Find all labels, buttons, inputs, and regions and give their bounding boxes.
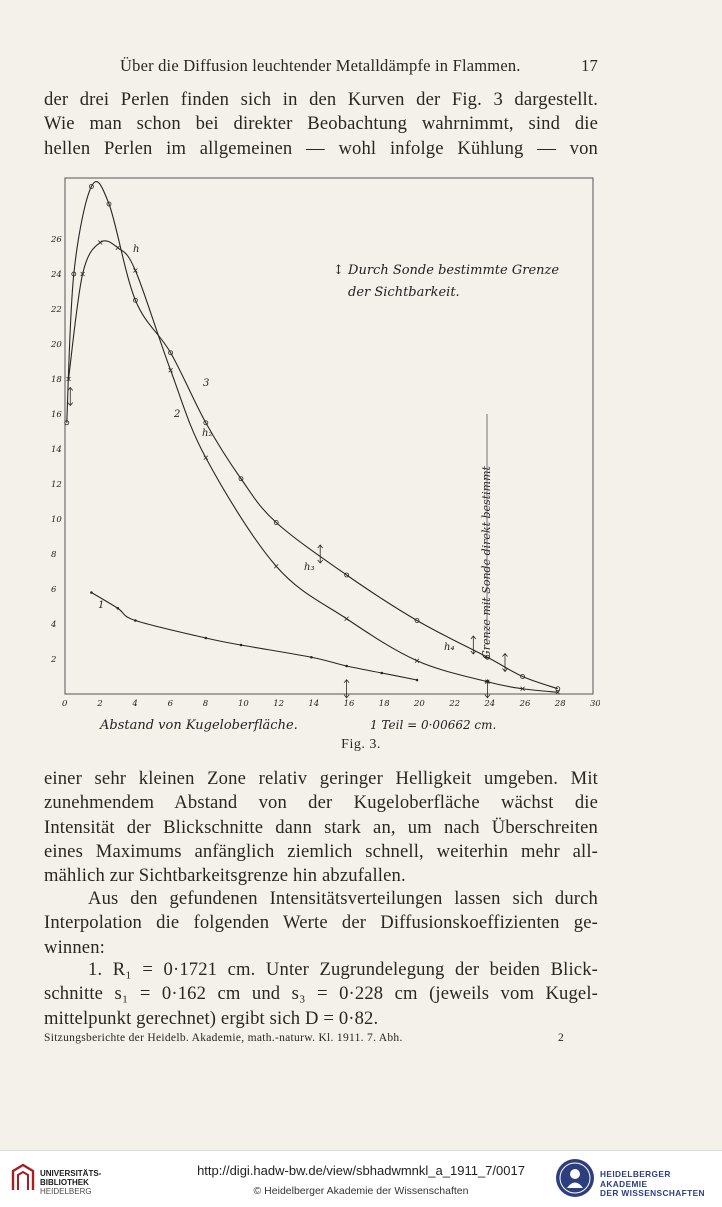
x-tick-label: 6 (167, 699, 174, 709)
academy-name-line2: DER WISSENSCHAFTEN (600, 1188, 705, 1198)
data-point (345, 617, 349, 621)
marker-label: h₂ (202, 428, 213, 439)
y-tick-label: 6 (51, 585, 57, 595)
paragraph-after-figure (44, 767, 598, 888)
page-number: 17 (581, 56, 598, 75)
paragraph-interpolation (44, 887, 598, 960)
legend-note-line2: der Sichtbarkeit. (348, 285, 460, 300)
paragraph-top (44, 88, 598, 161)
legend-note-line1: ↕ Durch Sonde bestimmte Grenze (333, 263, 560, 278)
marker-label: h₃ (304, 562, 315, 573)
y-tick-label: 4 (51, 620, 57, 630)
x-tick-label: 30 (590, 699, 600, 709)
data-point (90, 591, 93, 594)
running-title: Über die Diffusion leuchtender Metalldämpfe in Flammen. (120, 56, 521, 75)
data-point (274, 564, 278, 568)
curve-label-1: 1 (98, 600, 105, 611)
figure-caption: Fig. 3. (341, 737, 381, 752)
text-line: Intensität der Blickschnitte dann stark an, um nach Überschreiten (44, 816, 598, 838)
copyright-notice: © Heidelberger Akademie der Wissenschaften (253, 1185, 469, 1197)
x-axis-label: Abstand von Kugeloberfläche. (100, 718, 298, 732)
academy-name (600, 1170, 718, 1199)
y-tick-label: 18 (51, 375, 62, 385)
y-tick-label: 8 (51, 550, 57, 560)
x-tick-label: 10 (238, 699, 249, 709)
viewer-bottom-bar (0, 1150, 722, 1207)
text-line: Aus den gefundenen Intensitätsverteilungen lassen sich durch (88, 888, 598, 909)
permalink-url[interactable]: http://digi.hadw-bw.de/view/sbhadwmnkl_a_1911_7/0017 (197, 1163, 525, 1178)
x-tick-label: 14 (308, 699, 320, 709)
text-line: mählich zur Sichtbarkeitsgrenze hin abzufallen. (44, 865, 406, 887)
library-name-line3: HEIDELBERG (40, 1187, 92, 1196)
academy-logo[interactable] (556, 1157, 718, 1201)
y-tick-label: 12 (51, 480, 62, 490)
data-point (117, 607, 120, 610)
paragraph-item-1 (44, 958, 598, 1031)
axes (68, 388, 508, 698)
data-point (98, 241, 102, 245)
data-point (204, 456, 208, 460)
y-tick-label: 2 (51, 655, 57, 665)
y-tick-label: 22 (51, 305, 62, 315)
x-tick-label: 12 (273, 699, 285, 709)
figure-3-chart (40, 172, 600, 732)
marker-label: h (133, 244, 140, 255)
footer-text: Sitzungsberichte der Heidelb. Akademie, math.-naturw. Kl. 1911. 7. Abh. (44, 1032, 403, 1044)
data-point (116, 246, 120, 250)
signature-mark: 2 (557, 1032, 564, 1044)
x-tick-label: 24 (484, 699, 496, 709)
y-tick-label: 24 (51, 270, 62, 280)
x-tick-label: 26 (519, 699, 531, 709)
text-line: 1. R₁ = 0·1721 cm. Unter Zugrundelegung der beiden Blick- (88, 959, 598, 980)
library-name-line2: BIBLIOTHEK (40, 1178, 89, 1187)
text-line: mittelpunkt gerechnet) ergibt sich D = 0·82. (44, 1007, 379, 1029)
figure-3 (40, 172, 600, 732)
text-line: einer sehr kleinen Zone relativ geringer Helligkeit umgeben. Mit (44, 768, 598, 789)
x-tick-label: 8 (202, 699, 209, 709)
academy-seal-icon (556, 1159, 594, 1197)
x-tick-label: 16 (343, 699, 355, 709)
data-point (381, 672, 384, 675)
x-unit-note: 1 Teil = 0·00662 cm. (370, 718, 497, 732)
tick-labels (50, 235, 600, 709)
x-tick-label: 20 (414, 699, 425, 709)
data-point (345, 665, 348, 668)
x-tick-label: 28 (554, 699, 566, 709)
vertical-note: Grenze mit Sonde direkt bestimmt (480, 466, 493, 659)
data-point (205, 637, 208, 640)
curve-label-3: 3 (203, 378, 210, 389)
data-point (416, 679, 419, 682)
x-tick-label: 18 (378, 699, 390, 709)
data-point (240, 644, 243, 647)
data-point (415, 659, 419, 663)
text-line: zunehmendem Abstand von der Kugeloberfläche wächst die (44, 792, 598, 814)
curve-label-2: 2 (174, 409, 181, 420)
text-line: hellen Perlen im allgemeinen — wohl infolge Kühlung — von (44, 137, 598, 159)
text-line: schnitte s₁ = 0·162 cm und s₃ = 0·228 cm (jeweils vom Kugel- (44, 983, 598, 1005)
library-name-line1: UNIVERSITÄTS- (40, 1169, 102, 1178)
marker-label: h₄ (444, 642, 455, 653)
page-footer (44, 1032, 564, 1044)
y-tick-label: 16 (51, 410, 62, 420)
text-line: eines Maximums anfänglich ziemlich schnell, weiterhin mehr all- (44, 840, 598, 862)
text-line: der drei Perlen finden sich in den Kurven der Fig. 3 dargestellt. (44, 89, 598, 110)
x-tick-label: 22 (449, 699, 461, 709)
text-line: winnen: (44, 936, 105, 958)
plot-frame (65, 178, 593, 694)
text-line: Wie man schon bei direkter Beobachtung wahrnimmt, sind die (44, 113, 598, 135)
y-tick-label: 20 (51, 340, 62, 350)
data-point (134, 619, 137, 622)
curve-1 (91, 593, 417, 681)
y-tick-label: 10 (51, 515, 62, 525)
y-tick-label: 14 (51, 445, 62, 455)
x-tick-label: 0 (62, 699, 68, 709)
text-line: Interpolation die folgenden Werte der Diffusionskoeffizienten ge- (44, 912, 598, 934)
y-tick-label: 26 (51, 235, 62, 245)
data-point (310, 656, 313, 659)
academy-name-line1: HEIDELBERGER AKADEMIE (600, 1169, 671, 1189)
x-tick-label: 2 (97, 699, 103, 709)
x-tick-label: 4 (132, 699, 138, 709)
